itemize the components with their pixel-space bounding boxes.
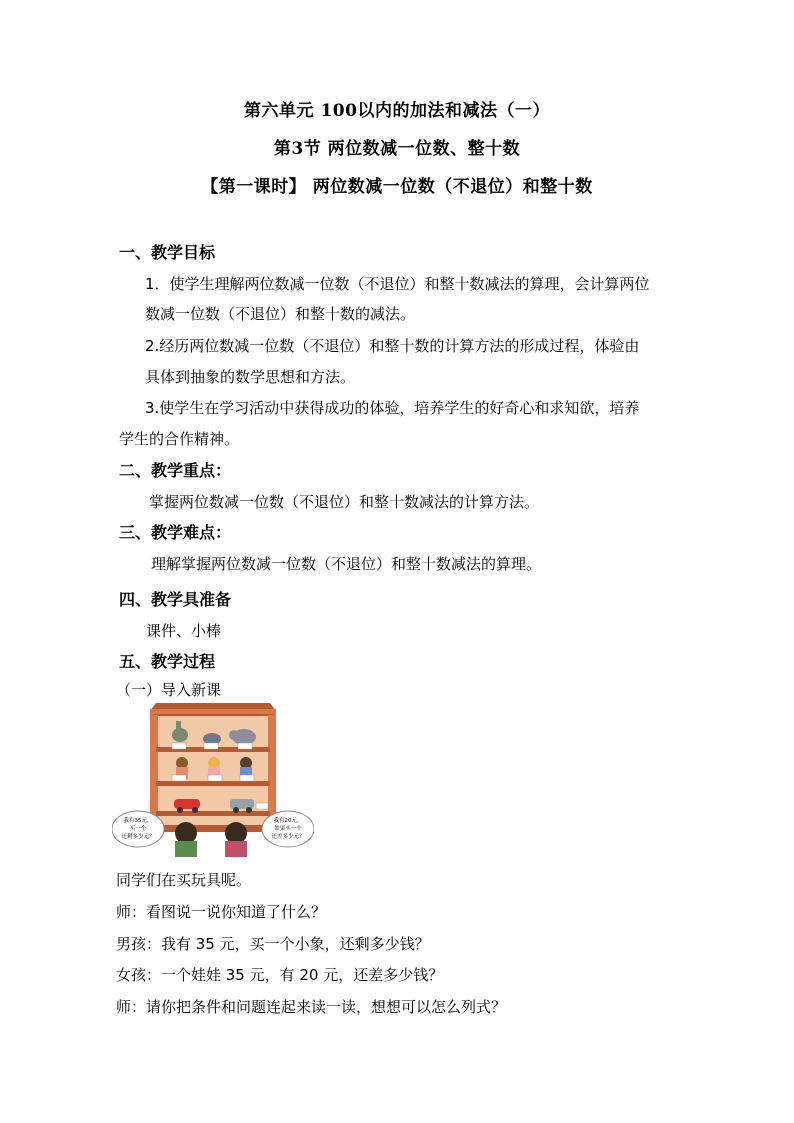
section-title: 第3节 两位数减一位数、整十数 [273, 139, 521, 159]
toy-shelf-illustration [112, 703, 314, 857]
bubble-left-line-3: 还剩多少元？ [121, 834, 155, 840]
process-sub-1: （一）导入新课 [116, 681, 222, 699]
goal-3-line-2: 学生的合作精神。 [119, 430, 240, 448]
lesson-title: 【第一课时】 两位数减一位数（不退位）和整十数 [201, 177, 593, 197]
goals-heading: 一、教学目标 [119, 243, 216, 262]
dialogue-line-1: 同学们在买玩具呢。 [116, 871, 252, 889]
bubble-left-line-2: 买一个 [129, 826, 147, 832]
goal-1-line-2: 数减一位数（不退位）和整十数的减法。 [145, 305, 416, 323]
materials-text: 课件、小棒 [146, 622, 222, 640]
goal-3-line-1: 3.使学生在学习活动中获得成功的体验，培养学生的好奇心和求知欲，培养 [145, 399, 640, 417]
bubble-right-line-1: 我有20元， [273, 818, 303, 824]
bubble-right-line-3: 还差多少元？ [271, 834, 305, 840]
key-points-heading: 二、教学重点： [119, 461, 232, 480]
difficulties-text: 理解掌握两位数减一位数（不退位）和整十数减法的算理。 [151, 555, 542, 573]
bubble-left-line-1: 我有35元， [123, 818, 153, 824]
goal-2-line-2: 具体到抽象的数学思想和方法。 [145, 368, 356, 386]
dialogue-line-3: 男孩：我有 35 元，买一个小象，还剩多少钱？ [116, 935, 430, 953]
difficulties-heading: 三、教学难点： [119, 523, 232, 542]
dialogue-line-5: 师：请你把条件和问题连起来读一读，想想可以怎么列式？ [116, 998, 507, 1016]
bubble-right-line-2: 如果买一个 [274, 826, 302, 832]
materials-heading: 四、教学具准备 [119, 590, 232, 609]
unit-title: 第六单元 100以内的加法和减法（一） [244, 101, 550, 121]
dialogue-line-2: 师：看图说一说你知道了什么？ [116, 903, 327, 921]
key-points-text: 掌握两位数减一位数（不退位）和整十数减法的计算方法。 [149, 493, 540, 511]
goal-1-line-1: 1．使学生理解两位数减一位数（不退位）和整十数减法的算理，会计算两位 [145, 275, 650, 293]
process-heading: 五、教学过程 [119, 652, 216, 671]
dialogue-line-4: 女孩：一个娃娃 35 元，有 20 元，还差多少钱？ [116, 966, 444, 984]
goal-2-line-1: 2.经历两位数减一位数（不退位）和整十数的计算方法的形成过程，体验由 [145, 337, 640, 355]
